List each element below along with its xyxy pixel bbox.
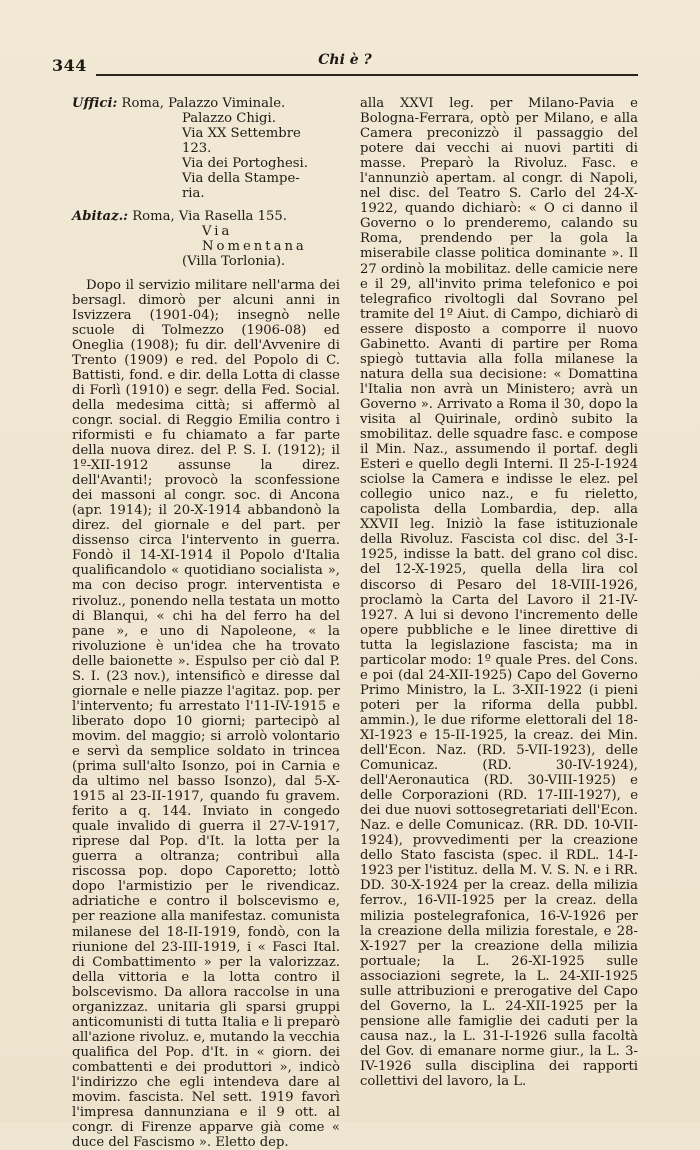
page-number: 344: [52, 56, 87, 75]
uffici-label: Uffici:: [72, 96, 118, 111]
uffici-line-1: Roma, Palazzo Viminale.: [121, 96, 286, 111]
header-rule: [96, 74, 638, 76]
uffici-line-6: Via della Stampe-: [182, 171, 300, 187]
biography-text-left: Dopo il servizio militare nell'arma dei bersagl. dimorò per alcuni anni in Isvizzera (1901-04); insegnò nelle scuole di Tolmezzo (1906-08) ed Oneglia (1908); fu dir. dell'Avvenire di Trento (1909) e red. del Popolo di C. Battisti, fond. e dir. della Lotta di classe di Forlì (1910) e segr. della Fed. Social. della medesima città; si affermò al congr. social. di Reggio Emilia contro i riformisti e fu chiamato a far parte della nuova direz. del P. S. I. (1912); il 1º-XII-1912 assunse la direz. dell'Avanti!; provocò la sconfessione dei massoni al congr. soc. di Ancona (apr. 1914); il 20-X-1914 abbandonò la direz. del giornale e del part. per dissenso circa l'intervento in guerra. Fondò il 14-XI-1914 il Popolo d'Italia qualificandolo « quotidiano socialista », ma con deciso progr. interventista e rivoluz., ponendo nella testata un motto di Blanqui, « chi ha del ferro ha del pane », e uno di Napoleone, « la rivoluzione è un'idea che ha trovato delle baionette ». Espulso per ciò dal P. S. I. (23 nov.), intensificò e diresse dal giornale e nelle piazze l'agitaz. pop. per l'intervento; fu arrestato l'11-IV-1915 e liberato dopo 10 giorni; partecipò al movim. del maggio; si arrolò volontario e servì da semplice soldato in trincea (prima sull'alto Isonzo, poi in Carnia e da ultimo nel basso Isonzo), dal 5-X-1915 al 23-II-1917, quando fu gravem. ferito a q. 144. Inviato in congedo quale invalido di guerra il 27-V-1917, riprese dal Pop. d'It. la lotta per la guerra a oltranza; contribuì alla riscossa pop. dopo Caporetto; lottò dopo l'armistizio per le rivendicaz. adriatiche e contro il bolscevismo e, per reazione alla manifestaz. comunista milanese del 18-II-1919, fondò, con la riunione del 23-III-1919, i « Fasci Ital. di Combattimento » per la valorizzaz. della vittoria e la lotta contro il bolscevismo. Da allora raccolse in una organizzaz. unitaria gli sparsi gruppi anticomunisti di tutta Italia e li preparò all'azione rivoluz. e, mutando la vecchia qualifica del Pop. d'It. in « giorn. dei combattenti e dei produttori », indicò l'indirizzo che egli intendeva dare al movim. fascista. Nel sett. 1919 favorì l'impresa dannunziana e il 9 ott. al congr. di Firenze apparve già come « duce del Fascismo ». Eletto dep.: [72, 277, 340, 1150]
uffici-line-5: Via dei Portoghesi.: [182, 156, 308, 172]
biography-text-right: alla XXVI leg. per Milano-Pavia e Bologna-Ferrara, optò per Milano, e alla Camera preconizzò il passaggio del potere dai vecchi ai nuovi partiti di masse. Preparò la Rivoluz. Fasc. e l'annunziò apertam. al congr. di Napoli, nel disc. del Teatro S. Carlo del 24-X-1922, quando dichiarò: « O ci danno il Governo o lo prenderemo, calando su Roma, prendendo per la gola la miserabile classe politica dominante ». Il 27 ordinò la mobilitaz. delle camicie nere e il 29, all'invito prima telefonico e poi telegrafico rivoltogli dal Sovrano pel tramite del 1º Aiut. di Campo, dichiarò di essere disposto a comporre il nuovo Gabinetto. Avanti di partire per Roma spiegò tuttavia alla folla milanese la natura della sua decisione: « Domattina l'Italia non avrà un Ministero; avrà un Governo ». Arrivato a Roma il 30, dopo la visita al Quirinale, ordinò subito la smobilitaz. delle squadre fasc. e compose il Min. Naz., assumendo il portaf. degli Esteri e quello degli Interni. Il 25-I-1924 sciolse la Camera e indisse le elez. pel collegio unico naz., e fu rieletto, capolista della Lombardia, dep. alla XXVII leg. Iniziò la fase istituzionale della Rivoluz. Fascista col disc. del 3-I-1925, indisse la batt. del grano col disc. del 12-X-1925, quella della lira col discorso di Pesaro del 18-VIII-1926, proclamò la Carta del Lavoro il 21-IV-1927. A lui si devono l'incremento delle opere pubbliche e le linee direttive di tutta la legislazione fascista; ma in particolar modo: 1º quale Pres. del Cons. e poi (dal 24-XII-1925) Capo del Governo Primo Ministro, la L. 3-XII-1922 (i pieni poteri per la riforma della pubbl. ammin.), le due riforme elettorali del 18-XI-1923 e 15-II-1925, la creaz. dei Min. dell'Econ. Naz. (RD. 5-VII-1923), delle Comunicaz. (RD. 30-IV-1924), dell'Aeronautica (RD. 30-VIII-1925) e delle Corporazioni (RD. 17-III-1927), e dei due nuovi sottosegretariati dell'Econ. Naz. e delle Comunicaz. (RR. DD. 10-VII-1924), provvedimenti per la creazione dello Stato fascista (spec. il RDL. 14-I-1923 per l'istituz. della M. V. S. N. e i RR. DD. 30-X-1924 per la creaz. della milizia ferrov., 16-VII-1925 per la creaz. della milizia postelegrafonica, 16-V-1926 per la creazione della milizia forestale, e 28-X-1927 per la creazione della milizia portuale; la L. 26-XI-1925 sulle associazioni segrete, la L. 24-XII-1925 sulle attribuzioni e prerogative del Capo del Governo, la L. 24-XII-1925 per la pensione alle famiglie dei caduti per la causa naz., la L. 31-I-1926 sulla facoltà del Gov. di emanare norme giur., la L. 3-IV-1926 sulla disciplina dei rapporti collettivi del lavoro, la L.: [360, 96, 638, 1090]
abitaz-entry: [72, 209, 340, 269]
abitaz-label: Abitaz.:: [72, 209, 129, 225]
uffici-line-2: Palazzo Chigi.: [182, 111, 276, 127]
left-column: [72, 96, 340, 1150]
abitaz-line-3: (Villa Torlonia).: [182, 254, 286, 270]
running-title: Chi è ?: [318, 52, 372, 68]
right-column: [360, 96, 638, 1089]
abitaz-line-2: Via Nomentana: [202, 224, 307, 255]
uffici-line-3: Via XX Settembre: [182, 126, 301, 142]
abitaz-line-1: Roma, Via Rasella 155.: [132, 209, 287, 225]
uffici-entry: [72, 96, 340, 201]
page-header: [52, 48, 638, 78]
uffici-line-7: ria.: [182, 186, 205, 202]
uffici-line-4: 123.: [182, 141, 212, 157]
